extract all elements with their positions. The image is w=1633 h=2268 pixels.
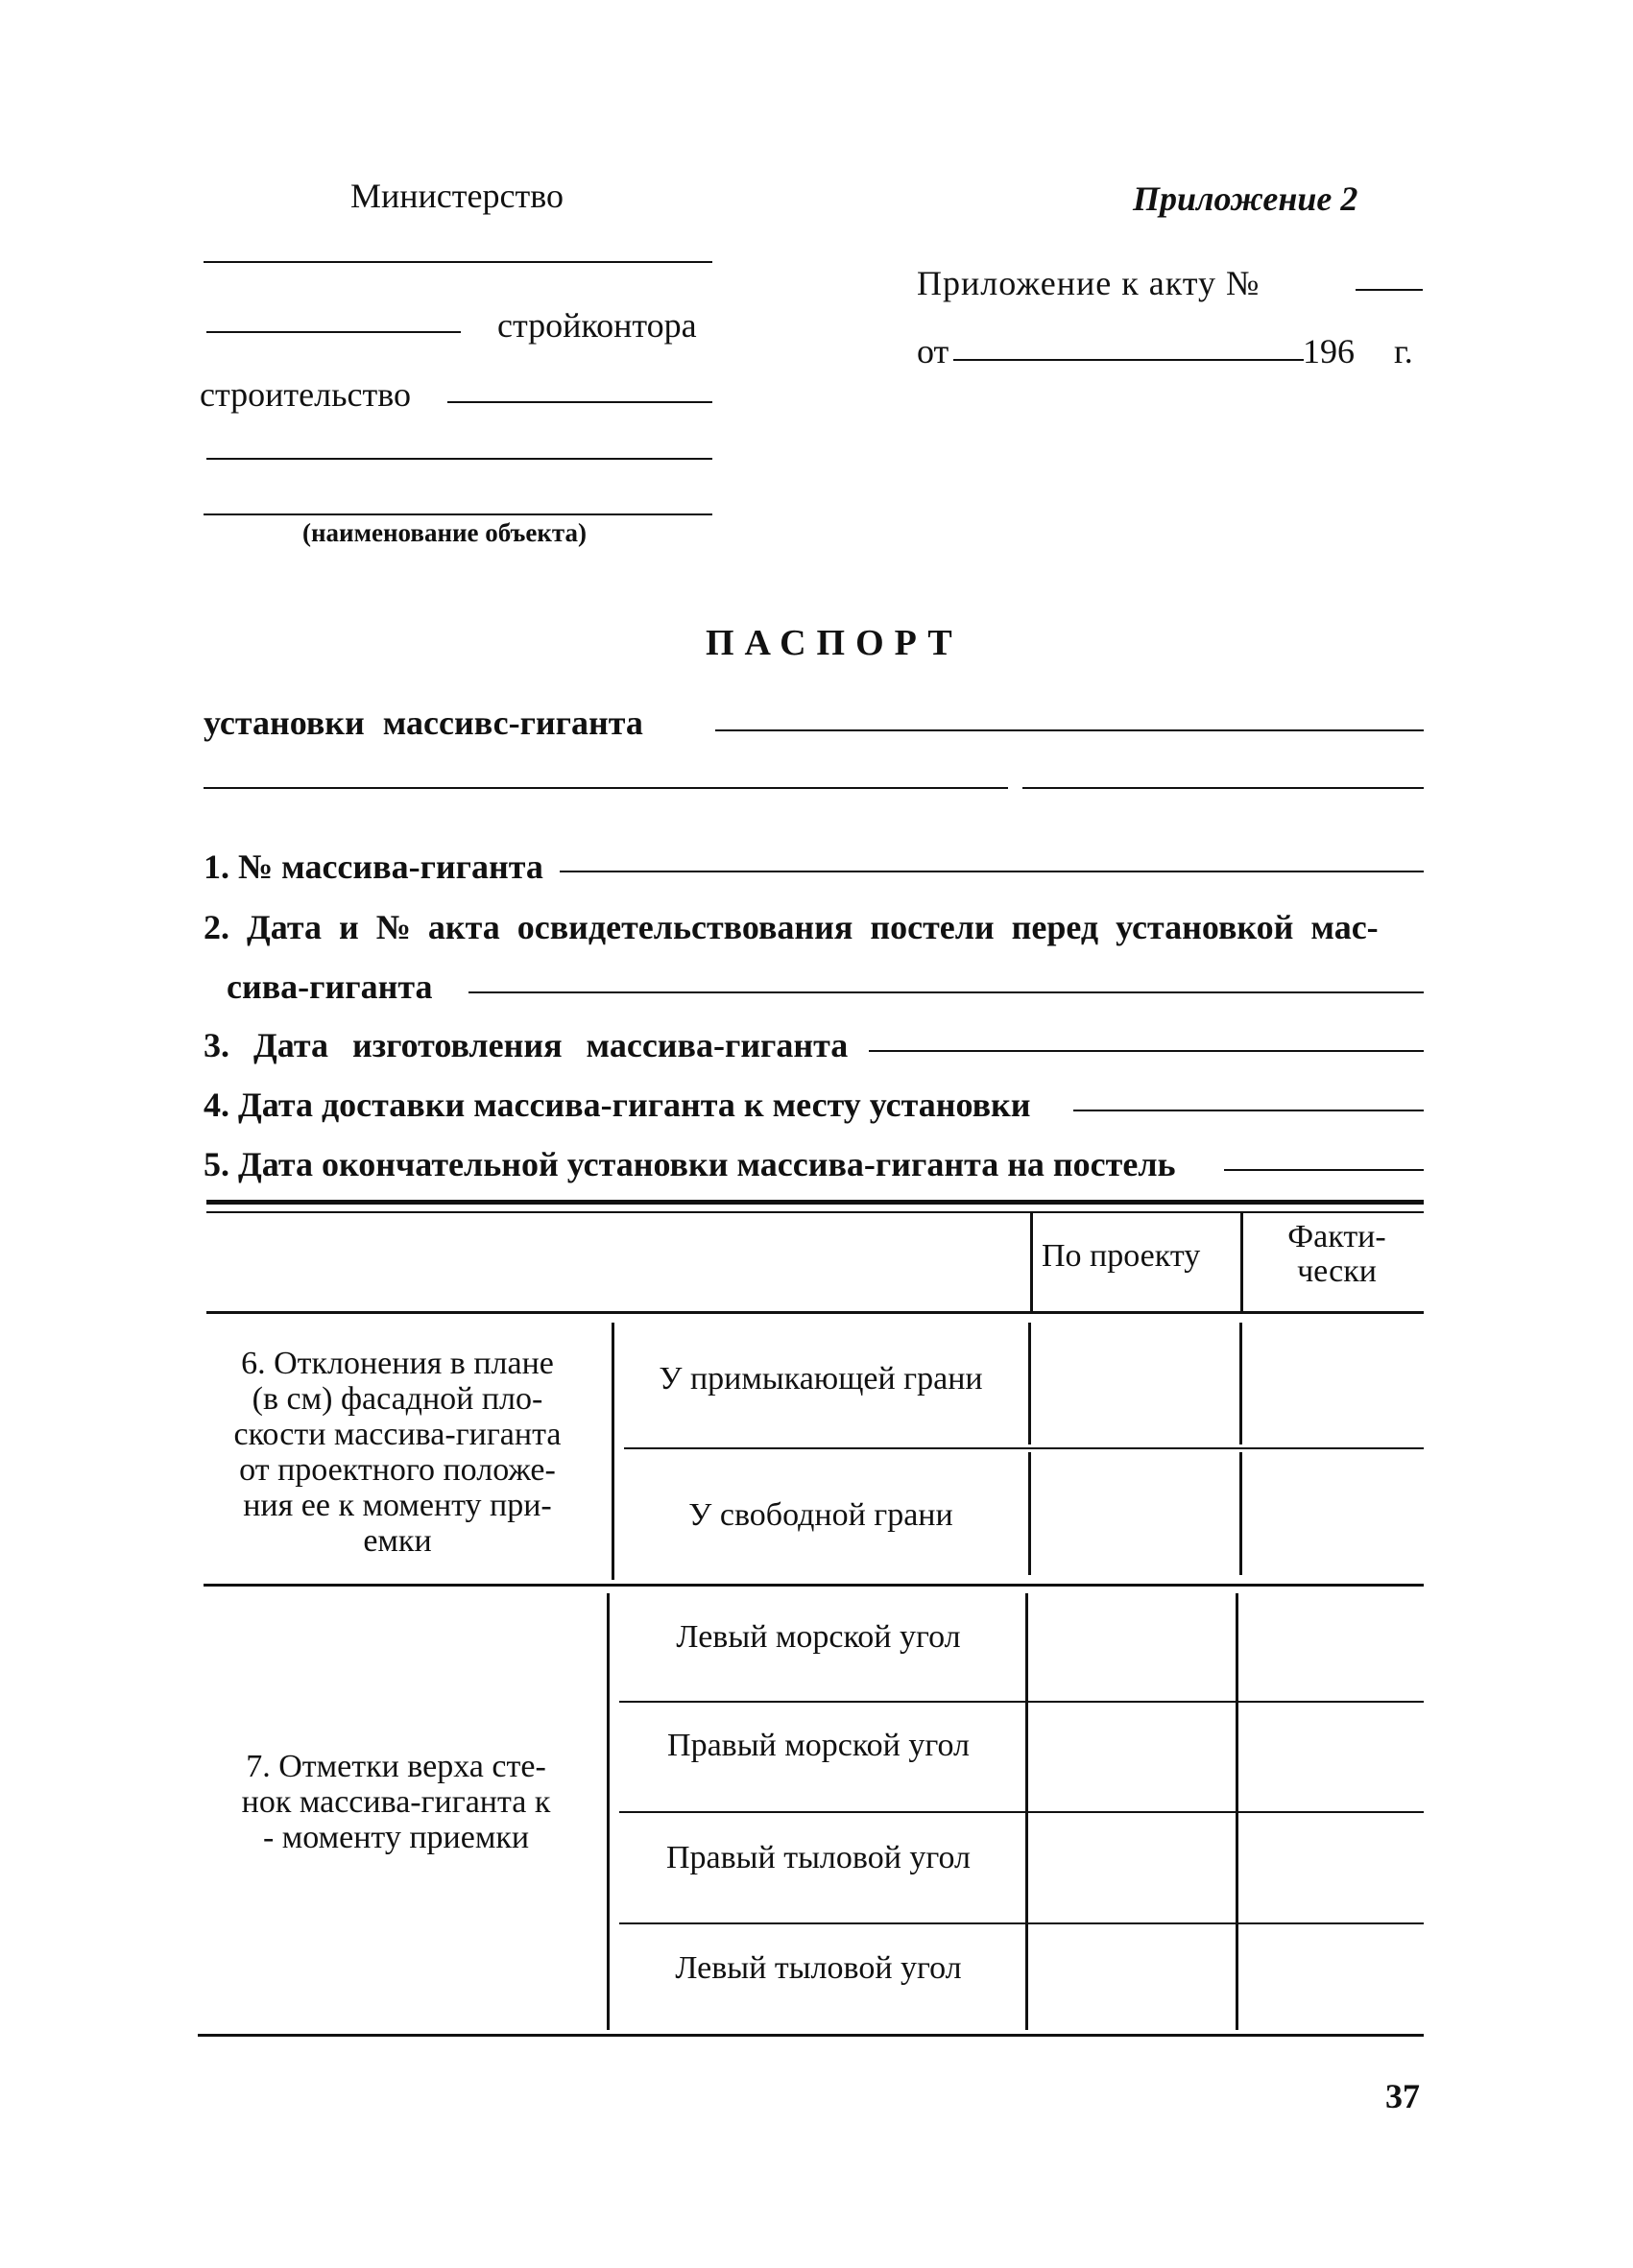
object-line-1 xyxy=(206,458,712,460)
passport-title: ПАСПОРТ xyxy=(706,623,963,663)
row6-label-line-4: от проектного положе- xyxy=(239,1452,556,1488)
row7-label-divider xyxy=(607,1593,610,2030)
appendix-label: Приложение 2 xyxy=(1133,179,1358,218)
row7-sub-rule-1 xyxy=(619,1701,1424,1703)
item-1-line xyxy=(560,871,1424,872)
row7-sub-rule-3 xyxy=(619,1922,1424,1924)
row6-label-line-1: 6. Отклонения в плане xyxy=(241,1346,554,1381)
row6-sub-free-face: У свободной грани xyxy=(688,1497,953,1533)
row7-sub-rule-2 xyxy=(619,1811,1424,1813)
item-2-continuation: сива-гиганта xyxy=(227,967,433,1006)
table-top-rule xyxy=(206,1200,1424,1205)
row7-sub-right-sea-corner: Правый морской угол xyxy=(667,1728,970,1763)
header-bottom-rule xyxy=(206,1311,1424,1314)
construction-line xyxy=(447,401,712,403)
row6-sub-rule xyxy=(624,1447,1424,1449)
row6-label-line-6: емки xyxy=(363,1523,432,1559)
row7-label-line-3: - моменту приемки xyxy=(262,1820,530,1855)
item-4-label: 4. Дата доставки массива-гиганта к месту установки xyxy=(204,1086,1031,1124)
row6-label-line-5: ния ее к моменту при- xyxy=(243,1488,552,1523)
item-3-label: 3. Дата изготовления массива-гиганта xyxy=(204,1026,849,1064)
construction-label: строительство xyxy=(200,375,411,414)
row6-bottom-rule xyxy=(204,1584,1424,1587)
item-5-label: 5. Дата окончательной установки массива-гиганта на постель xyxy=(204,1145,1176,1183)
row7-sub-left-rear-corner: Левый тыловой угол xyxy=(675,1950,962,1986)
office-name-line xyxy=(206,331,461,333)
page-number: 37 xyxy=(1385,2077,1420,2115)
column-header-actual-1: Факти- xyxy=(1287,1219,1386,1254)
date-from-label: от xyxy=(917,332,949,370)
header-divider-1 xyxy=(1030,1211,1033,1313)
row6-divider-1b xyxy=(1028,1452,1031,1575)
row6-label-line-2: (в см) фасадной пло- xyxy=(252,1381,543,1417)
row6-label-divider xyxy=(612,1323,614,1580)
act-number-line xyxy=(1356,289,1423,291)
ministry-name-line xyxy=(204,261,712,263)
subtitle-line-1 xyxy=(715,729,1424,731)
passport-subtitle: установки массивс-гиганта xyxy=(204,704,643,742)
row6-label-line-3: скости массива-гиганта xyxy=(233,1417,562,1452)
object-name-caption: (наименование объекта) xyxy=(302,518,587,547)
item-1-label: 1. № массива-гиганта xyxy=(204,848,543,886)
subtitle-line-2b xyxy=(1022,787,1424,789)
row6-divider-2a xyxy=(1239,1323,1242,1444)
row7-sub-right-rear-corner: Правый тыловой угол xyxy=(665,1840,972,1875)
row6-divider-1a xyxy=(1028,1323,1031,1444)
year-prefix: 196 xyxy=(1303,332,1355,370)
row6-sub-adjacent-face: У примыкающей грани xyxy=(659,1361,983,1397)
ministry-label: Министерство xyxy=(350,177,564,215)
object-line-2 xyxy=(204,513,712,515)
row7-sub-left-sea-corner: Левый морской угол xyxy=(676,1619,961,1655)
column-header-project: По проекту xyxy=(1042,1238,1201,1274)
row7-label-line-1: 7. Отметки верха сте- xyxy=(246,1749,546,1784)
office-suffix-label: стройконтора xyxy=(497,306,697,345)
row6-divider-2b xyxy=(1239,1452,1242,1575)
column-header-actual-2: чески xyxy=(1297,1253,1377,1289)
item-4-line xyxy=(1073,1110,1424,1111)
year-suffix: г. xyxy=(1394,332,1413,370)
appendix-to-act-label: Приложение к акту № xyxy=(917,264,1261,302)
act-date-line xyxy=(953,359,1304,361)
item-2-label: 2. Дата и № акта освидетельствования постели перед установкой мас- xyxy=(204,908,1379,946)
subtitle-line-2a xyxy=(204,787,1008,789)
item-5-line xyxy=(1224,1169,1424,1171)
table-bottom-rule xyxy=(198,2034,1424,2037)
item-2-line xyxy=(468,991,1424,993)
header-divider-2 xyxy=(1240,1211,1243,1313)
row7-label-line-2: нок массива-гиганта к xyxy=(241,1784,551,1820)
item-3-line xyxy=(869,1050,1424,1052)
